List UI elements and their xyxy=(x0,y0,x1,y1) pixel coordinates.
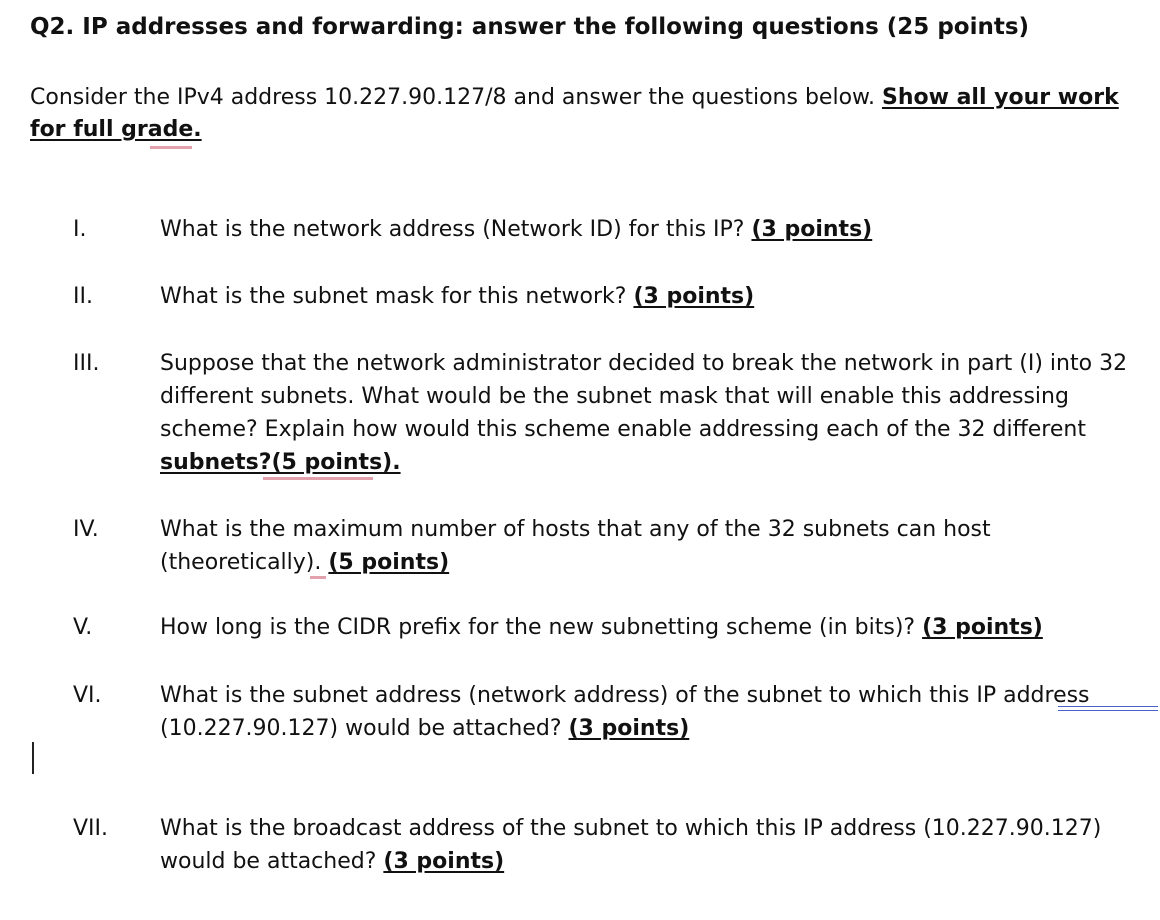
question-text: What is the broadcast address of the subnet to which this IP address (10.227.90.127) would be attached? (3 points) xyxy=(160,816,1102,874)
question-points: (3 points) xyxy=(922,615,1043,640)
question-points: (3 points) xyxy=(568,716,690,741)
grammar-mark xyxy=(1058,706,1158,711)
question-heading: Q2. IP addresses and forwarding: answer the following questions (25 points) xyxy=(30,14,1030,40)
question-text: What is the network address (Network ID) for this IP? (3 points) xyxy=(160,217,873,242)
question-text: How long is the CIDR prefix for the new subnetting scheme (in bits)? (3 points) xyxy=(160,615,1043,640)
intro-paragraph xyxy=(30,82,1130,146)
question-points: (5 points) xyxy=(328,550,450,575)
question-points: (3 points) xyxy=(633,284,755,309)
question-number: V. xyxy=(73,615,93,640)
question-points: (3 points) xyxy=(751,217,873,242)
spellcheck-mark xyxy=(310,576,326,579)
text-cursor xyxy=(32,742,34,774)
question-text: What is the maximum number of hosts that any of the 32 subnets can host (theoretically). (5 points) xyxy=(160,517,991,575)
question-text: Suppose that the network administrator decided to break the network in part (I) into 32 different subnets. What would be the subnet mask that will enable this addressing scheme? Explain how would this scheme enable addressing each of the 32 different subnets?(5 points). xyxy=(160,351,1128,475)
question-number: I. xyxy=(73,217,87,242)
question-number: III. xyxy=(73,351,100,376)
question-text: What is the subnet address (network address) of the subnet to which this IP address (10.227.90.127) would be attached? (3 points) xyxy=(160,683,1090,741)
question-points: subnets?(5 points). xyxy=(160,450,401,475)
intro-text: Consider the IPv4 address 10.227.90.127/8 and answer the questions below. xyxy=(30,85,882,110)
spellcheck-mark xyxy=(263,477,373,480)
question-number: II. xyxy=(73,284,93,309)
question-points: (3 points) xyxy=(383,849,505,874)
spellcheck-mark xyxy=(150,146,192,149)
question-number: IV. xyxy=(73,517,99,542)
question-number: VII. xyxy=(73,816,109,841)
question-text: What is the subnet mask for this network? (3 points) xyxy=(160,284,755,309)
intro-emphasis: Show all your work for full grade. xyxy=(30,85,1119,142)
question-number: VI. xyxy=(73,683,102,708)
